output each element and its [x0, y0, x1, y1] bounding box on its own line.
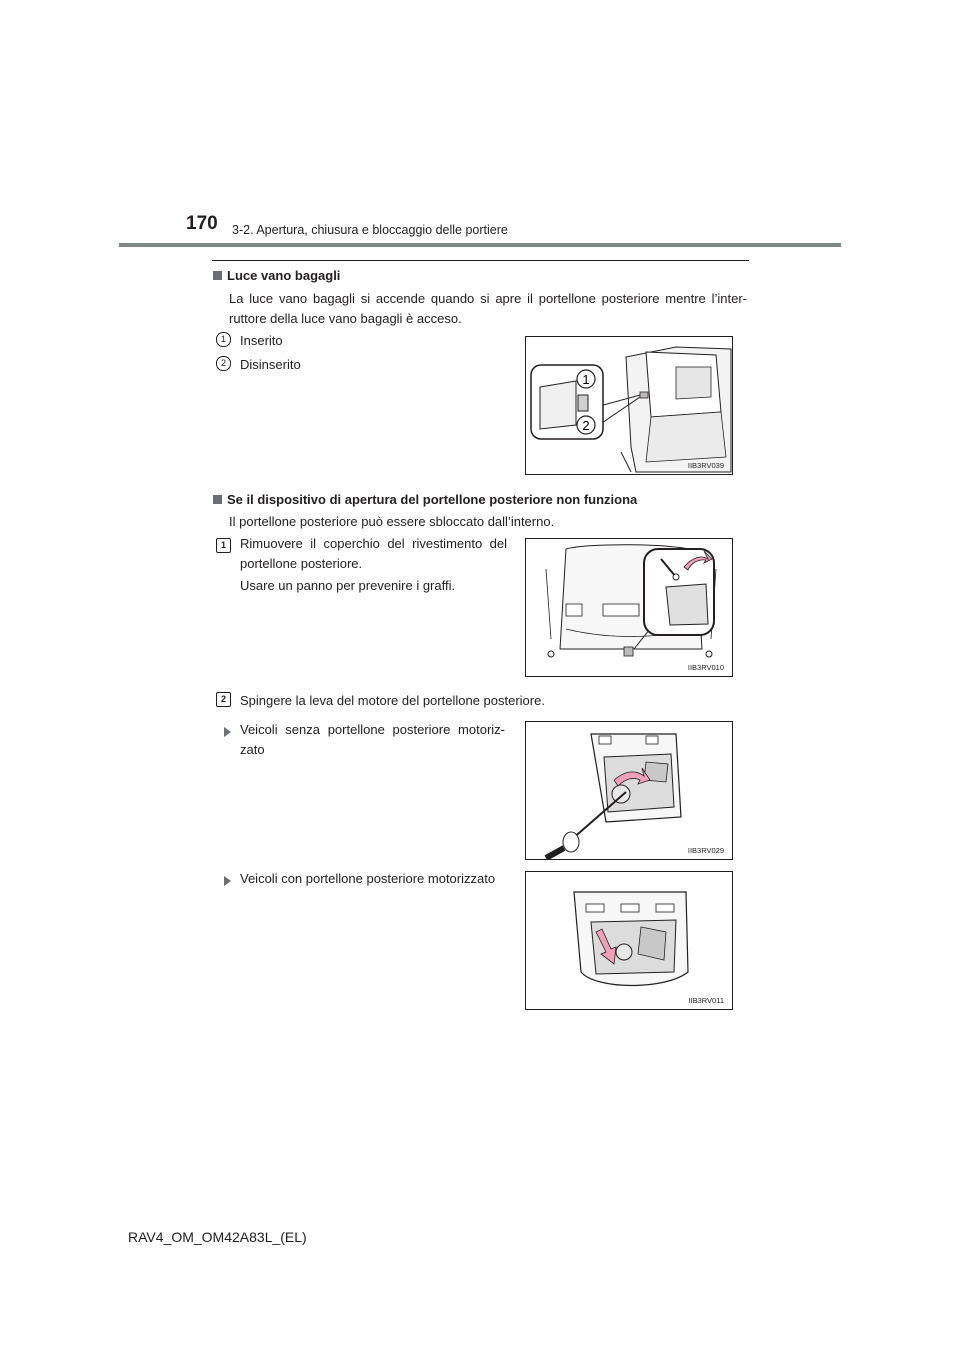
variant-arrow-icon: [224, 727, 231, 737]
figure-caption: IIB3RV029: [687, 846, 724, 855]
trim-cover-figure: [525, 538, 733, 677]
figure-caption: IIB3RV011: [688, 996, 724, 1005]
lever-power-figure: [525, 871, 733, 1010]
step-1-note: Usare un panno per prevenire i graffi.: [240, 578, 456, 593]
figure-caption: IIB3RV010: [687, 663, 724, 672]
header-rule: [119, 243, 841, 247]
item-label-off: Disinserito: [240, 357, 301, 372]
figure-caption: IIB3RV039: [687, 461, 724, 470]
lever-power-illustration: [526, 872, 732, 1009]
step-1-text: Rimuovere il coperchio del rivestimento del portellone posteriore.: [240, 536, 507, 571]
item-badge-2: 2: [216, 356, 231, 371]
item-badge-1: 1: [216, 332, 231, 347]
square-bullet-icon: [213, 495, 222, 504]
lever-manual-illustration: [526, 722, 732, 859]
step-badge-1: 1: [216, 538, 231, 553]
step-badge-2: 2: [216, 692, 231, 707]
tailgate-trim-illustration: [526, 539, 732, 676]
variant-2-label: Veicoli con portellone posteriore motorizzato: [240, 871, 496, 886]
variant-1-label: Veicoli senza portellone posteriore motoriz-zato: [240, 722, 505, 757]
luggage-light-figure: [525, 336, 733, 475]
item-label-on: Inserito: [240, 333, 283, 348]
luggage-light-heading: [213, 268, 340, 283]
step-2-text: Spingere la leva del motore del portellone posteriore.: [240, 693, 545, 708]
chapter-title: 3-2. Apertura, chiusura e bloccaggio delle portiere: [232, 223, 508, 237]
variant-arrow-icon: [224, 876, 231, 886]
manual-release-description: Il portellone posteriore può essere sbloccato dall’interno.: [229, 514, 555, 529]
luggage-light-description: La luce vano bagagli si accende quando si apre il portellone posteriore mentre l’inter-ruttore della luce vano bagagli è acceso.: [229, 291, 747, 326]
callout-1: 1: [582, 372, 590, 387]
section-divider: [212, 260, 749, 261]
square-bullet-icon: [213, 271, 222, 280]
heading-text: Se il dispositivo di apertura del portellone posteriore non funziona: [227, 492, 638, 507]
manual-code: RAV4_OM_OM42A83L_(EL): [128, 1229, 307, 1245]
manual-release-heading: [213, 492, 637, 507]
luggage-compartment-illustration: [526, 337, 732, 474]
callout-2: 2: [582, 418, 590, 433]
heading-text: Luce vano bagagli: [227, 268, 341, 283]
page-number: 170: [186, 213, 218, 234]
lever-no-power-figure: [525, 721, 733, 860]
